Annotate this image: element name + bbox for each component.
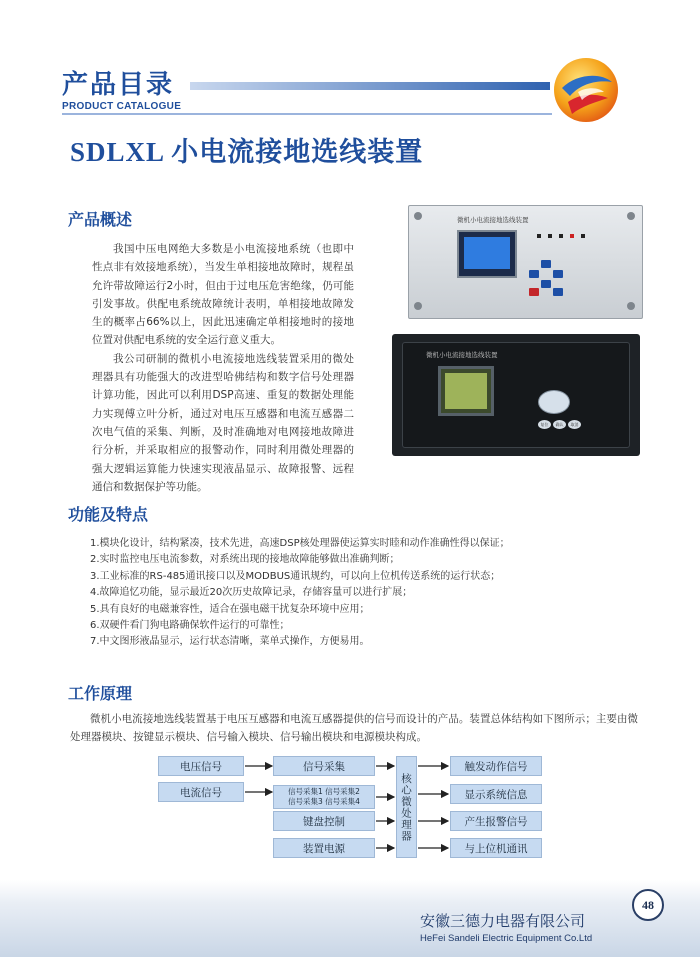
feature-item: 4.故障追忆功能，显示最近20次历史故障记录，存储容量可以进行扩展； [90, 587, 413, 599]
catalogue-subtitle: PRODUCT CATALOGUE [62, 101, 182, 112]
key-reset-icon: 复位 [538, 420, 551, 429]
panel1-label: 微机小电流接地选线装置 [457, 216, 529, 224]
overview-heading: 产品概述 [68, 210, 133, 229]
company-name-en: HeFei Sandeli Electric Equipment Co.Ltd [420, 933, 593, 944]
output-alarm-signal: 产生报警信号 [450, 811, 542, 831]
output-trigger-signal: 触发动作信号 [450, 756, 542, 776]
signal-collect-box: 信号采集 [273, 756, 375, 776]
feature-item: 5.具有良好的电磁兼容性，适合在强电磁干扰复杂环境中应用； [90, 603, 370, 615]
overview-paragraph-1: 我国中压电网绝大多数是小电流接地系统（也即中性点非有效接地系统），当发生单相接地故障时，规程虽允许带故障运行2小时，但由于过电压危害绝缘，仍可能引发事故。供配电系统故障统计表明，单相接地故障发生的概率占66%以上，因此迅速确定单相接地时的接地位置对供配电系统的安全运行意义重大。 [92, 243, 354, 347]
catalogue-title: 产品目录 [62, 70, 175, 100]
feature-item: 6.双硬件看门狗电路确保软件运行的可靠性； [90, 620, 290, 632]
company-name-cn: 安徽三德力电器有限公司 [420, 912, 586, 930]
panel2-label: 微机小电流接地选线装置 [426, 351, 498, 359]
feature-item: 1.模块化设计，结构紧凑，技术先进，高速DSP核处理器使运算实时睦和动作准确性得以保证； [90, 538, 510, 549]
input-current-signal: 电流信号 [158, 782, 244, 802]
footer-band [0, 880, 700, 957]
output-host-communication: 与上位机通讯 [450, 838, 542, 858]
principle-heading: 工作原理 [68, 684, 133, 703]
input-voltage-signal: 电压信号 [158, 756, 244, 776]
key-confirm-icon: 确认 [553, 420, 566, 429]
channels-row-1: 信号采集1 信号采集2 [288, 787, 360, 796]
channels-row-2: 信号采集3 信号采集4 [288, 797, 360, 806]
core-processor-box: 核心微处理器 [396, 756, 417, 858]
feature-item: 2.实时监控电压电流参数，对系统出现的接地故障能够做出准确判断； [90, 554, 400, 566]
signal-channels-box [273, 785, 375, 809]
output-display-info: 显示系统信息 [450, 784, 542, 804]
feature-item: 3.工业标准的RS-485通讯接口以及MODBUS通讯规约，可以向上位机传送系统的运行状态； [90, 570, 501, 582]
overview-paragraph-2: 我公司研制的微机小电流接地选线装置采用的微处理器具有功能强大的改进型哈佛结构和数字信号处理器计算功能，因此可以利用DSP高速、重复的数据处理能力实现傅立叶分析，通过对电压互感器和电流互感器二次电气值的采集、判断，及时准确地对电网接地故障进行分析，并采取相应的报警动作，同时利用微处理器的强大逻辑运算能力快速实现液晶显示、故障报警、远程通信和数据保护等功能。 [92, 352, 354, 493]
product-title: SDLXL 小电流接地选线装置 [70, 137, 424, 167]
keyboard-control-box: 键盘控制 [273, 811, 375, 831]
features-heading: 功能及特点 [68, 505, 149, 524]
key-cancel-icon: 取消 [568, 420, 581, 429]
page-number: 48 [632, 889, 664, 921]
principle-paragraph: 微机小电流接地选线装置基于电压互感器和电流互感器提供的信号而设计的产品。装置总体结构如下图所示；主要由微处理器模块、按键显示模块、信号输入模块、信号输出模块和电源模块构成。 [70, 713, 638, 743]
power-supply-box: 装置电源 [273, 838, 375, 858]
feature-item: 7.中文图形液晶显示，运行状态清晰，菜单式操作，方便易用。 [90, 636, 370, 648]
